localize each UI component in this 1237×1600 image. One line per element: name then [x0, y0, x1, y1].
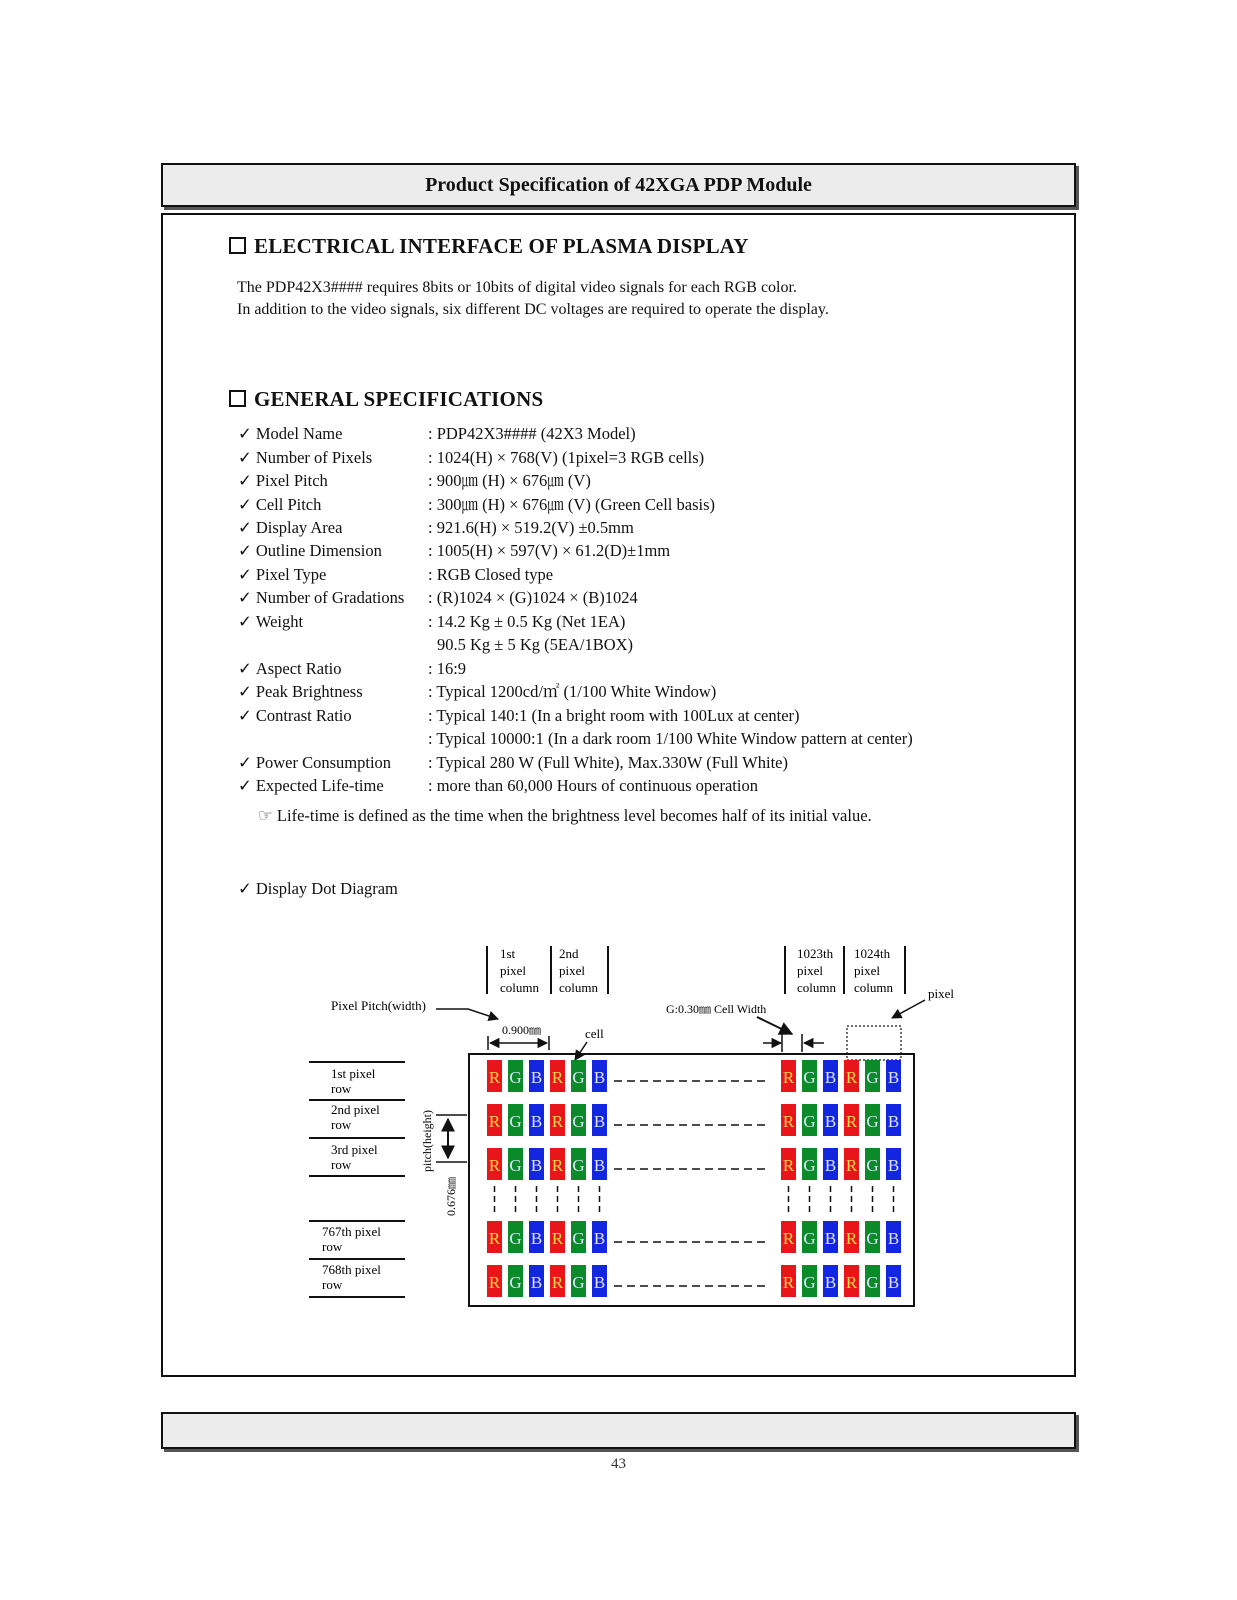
- cell-letter: B: [593, 1112, 606, 1131]
- pitch-width-value: 0.900㎜: [502, 1023, 542, 1037]
- note-text: Life-time is defined as the time when the brightness level becomes half of its initial value.: [276, 806, 872, 825]
- spec-label: ✓ Number of Pixels: [238, 448, 373, 467]
- spec-value: : RGB Closed type: [428, 565, 554, 584]
- cell-letter: G: [866, 1068, 879, 1087]
- cell-letter: G: [803, 1112, 816, 1131]
- spec-label: ✓ Number of Gradations: [238, 588, 405, 607]
- cell-letter: B: [887, 1273, 900, 1292]
- cell-letter: B: [530, 1273, 543, 1292]
- checkmark-icon: ✓: [238, 424, 252, 443]
- cell-letter: R: [782, 1156, 795, 1175]
- cell-letter: B: [824, 1156, 837, 1175]
- column-label-1st: [487, 946, 539, 995]
- cell-letter: R: [782, 1112, 795, 1131]
- row-label-3rd: 3rd pixel: [331, 1142, 378, 1157]
- cell-letter: B: [824, 1068, 837, 1087]
- pitch-height-label: pitch(height): [420, 1110, 434, 1172]
- pixel-arrow: [892, 1000, 925, 1018]
- pitch-height-value: 0.676㎜: [444, 1176, 458, 1216]
- cell-letter: R: [488, 1112, 501, 1131]
- cell-letter: G: [509, 1273, 522, 1292]
- cell-letter: B: [593, 1273, 606, 1292]
- spec-label: ✓ Contrast Ratio: [238, 706, 352, 725]
- cell-letter: G: [866, 1229, 879, 1248]
- page-number: 43: [611, 1456, 626, 1472]
- cell-letter: R: [488, 1229, 501, 1248]
- cell-letter: R: [782, 1273, 795, 1292]
- cell-letter: G: [803, 1156, 816, 1175]
- cell-letter: G: [866, 1112, 879, 1131]
- svg-text:row: row: [322, 1239, 343, 1254]
- cell-letter: G: [803, 1229, 816, 1248]
- cell-letter: R: [845, 1273, 858, 1292]
- svg-text:column: column: [854, 980, 893, 995]
- spec-value: 90.5 Kg ± 5 Kg (5EA/1BOX): [437, 635, 634, 654]
- cell-letter: G: [803, 1068, 816, 1087]
- svg-text:column: column: [797, 980, 836, 995]
- column-label-1023th: [785, 946, 836, 995]
- cell-letter: G: [572, 1156, 585, 1175]
- diagram-title-text: Display Dot Diagram: [255, 879, 398, 898]
- spec-label: ✓ Cell Pitch: [238, 495, 322, 514]
- spec-value: : 1005(H) × 597(V) × 61.2(D)±1mm: [428, 541, 671, 560]
- spec-label: ✓ Pixel Pitch: [238, 471, 328, 490]
- cell-letter: B: [887, 1068, 900, 1087]
- svg-text:pixel: pixel: [500, 963, 526, 978]
- footer-bar: [161, 1412, 1076, 1449]
- checkmark-icon: ✓: [238, 682, 252, 701]
- svg-text:pixel: pixel: [559, 963, 585, 978]
- checkmark-icon: ✓: [238, 776, 252, 795]
- spec-value: : more than 60,000 Hours of continuous operation: [428, 776, 758, 795]
- cell-width-arrow: [757, 1017, 792, 1034]
- row-label-767th: 767th pixel: [322, 1224, 381, 1239]
- page-title: Product Specification of 42XGA PDP Module: [425, 173, 812, 196]
- section-heading: ELECTRICAL INTERFACE OF PLASMA DISPLAY: [229, 234, 749, 259]
- spec-value: : 921.6(H) × 519.2(V) ±0.5mm: [428, 518, 634, 537]
- checkmark-icon: ✓: [238, 612, 252, 631]
- cell-letter: G: [803, 1273, 816, 1292]
- checkmark-icon: ✓: [238, 879, 252, 898]
- row-label-2nd: 2nd pixel: [331, 1102, 380, 1117]
- spec-label: ✓ Weight: [238, 612, 304, 631]
- cell-letter: G: [509, 1068, 522, 1087]
- svg-text:column: column: [500, 980, 539, 995]
- checkmark-icon: ✓: [238, 518, 252, 537]
- cell-letter: R: [845, 1156, 858, 1175]
- cell-letter: G: [866, 1156, 879, 1175]
- cell-letter: R: [551, 1156, 564, 1175]
- cell-letter: G: [572, 1273, 585, 1292]
- cell-letter: B: [593, 1068, 606, 1087]
- paragraph-line: The PDP42X3#### requires 8bits or 10bits of digital video signals for each RGB color.: [237, 279, 797, 296]
- spec-value: : 300㎛ (H) × 676㎛ (V) (Green Cell basis): [428, 495, 715, 514]
- spec-value: : Typical 140:1 (In a bright room with 100Lux at center): [428, 706, 800, 725]
- spec-label: ✓ Pixel Type: [238, 565, 327, 584]
- section-heading: GENERAL SPECIFICATIONS: [229, 387, 543, 412]
- checkmark-icon: ✓: [238, 659, 252, 678]
- checkmark-icon: ✓: [238, 706, 252, 725]
- pixel-pitch-arrow: [436, 1009, 498, 1019]
- cell-letter: G: [572, 1229, 585, 1248]
- checkmark-icon: ✓: [238, 541, 252, 560]
- svg-text:row: row: [322, 1277, 343, 1292]
- cell-letter: G: [572, 1068, 585, 1087]
- pixel-pitch-width-label: Pixel Pitch(width): [331, 998, 426, 1013]
- cell-letter: R: [782, 1229, 795, 1248]
- cell-letter: B: [530, 1068, 543, 1087]
- cell-letter: G: [572, 1112, 585, 1131]
- column-label-1024th: [844, 946, 905, 995]
- row-label-768th: 768th pixel: [322, 1262, 381, 1277]
- cell-letter: R: [488, 1273, 501, 1292]
- cell-letter: R: [551, 1068, 564, 1087]
- cell-letter: R: [782, 1068, 795, 1087]
- svg-text:1023th: 1023th: [797, 946, 834, 961]
- pointing-hand-icon: ☞: [258, 806, 273, 825]
- svg-text:column: column: [559, 980, 598, 995]
- cell-letter: R: [551, 1229, 564, 1248]
- cell-label: cell: [585, 1026, 604, 1041]
- checkmark-icon: ✓: [238, 495, 252, 514]
- spec-label: ✓ Model Name: [238, 424, 343, 443]
- cell-letter: B: [530, 1156, 543, 1175]
- spec-value: : PDP42X3#### (42X3 Model): [428, 424, 636, 443]
- svg-text:pixel: pixel: [797, 963, 823, 978]
- cell-grid: [487, 1060, 901, 1297]
- spec-label: ✓ Display Area: [238, 518, 343, 537]
- spec-value: : 14.2 Kg ± 0.5 Kg (Net 1EA): [428, 612, 626, 631]
- cell-letter: B: [887, 1112, 900, 1131]
- cell-letter: R: [488, 1068, 501, 1087]
- spec-value: : 16:9: [428, 659, 467, 678]
- cell-letter: G: [509, 1112, 522, 1131]
- spec-value: : Typical 1200cd/㎡ (1/100 White Window): [428, 682, 717, 701]
- pixel-label: pixel: [928, 986, 954, 1001]
- checkmark-icon: ✓: [238, 565, 252, 584]
- cell-letter: B: [887, 1156, 900, 1175]
- svg-text:pixel: pixel: [854, 963, 880, 978]
- cell-letter: G: [509, 1156, 522, 1175]
- svg-text:2nd: 2nd: [559, 946, 579, 961]
- spec-label: ✓ Peak Brightness: [238, 682, 363, 701]
- cell-letter: B: [824, 1273, 837, 1292]
- cell-letter: R: [551, 1112, 564, 1131]
- cell-letter: R: [845, 1112, 858, 1131]
- cell-letter: G: [866, 1273, 879, 1292]
- cell-letter: R: [488, 1156, 501, 1175]
- cell-letter: B: [887, 1229, 900, 1248]
- checkmark-icon: ✓: [238, 588, 252, 607]
- spec-value: : Typical 10000:1 (In a dark room 1/100 White Window pattern at center): [428, 729, 913, 748]
- cell-letter: B: [824, 1112, 837, 1131]
- svg-text:row: row: [331, 1081, 352, 1096]
- cell-letter: B: [824, 1229, 837, 1248]
- spec-value: : Typical 280 W (Full White), Max.330W (Full White): [428, 753, 788, 772]
- spec-label: ✓ Expected Life-time: [238, 776, 384, 795]
- column-label-2nd: [551, 946, 608, 995]
- spec-label: ✓ Aspect Ratio: [238, 659, 342, 678]
- cell-letter: G: [509, 1229, 522, 1248]
- spec-label: ✓ Outline Dimension: [238, 541, 382, 560]
- cell-letter: B: [593, 1156, 606, 1175]
- cell-letter: R: [845, 1068, 858, 1087]
- svg-text:row: row: [331, 1157, 352, 1172]
- svg-text:row: row: [331, 1117, 352, 1132]
- row-label-1st: 1st pixel: [331, 1066, 376, 1081]
- row-labels: [309, 1062, 405, 1297]
- svg-text:1st: 1st: [500, 946, 516, 961]
- checkmark-icon: ✓: [238, 448, 252, 467]
- cell-letter: B: [593, 1229, 606, 1248]
- checkmark-icon: ✓: [238, 753, 252, 772]
- spec-value: : (R)1024 × (G)1024 × (B)1024: [428, 588, 638, 607]
- svg-text:1024th: 1024th: [854, 946, 891, 961]
- paragraph-line: In addition to the video signals, six different DC voltages are required to operate the display.: [237, 301, 829, 318]
- spec-value: : 900㎛ (H) × 676㎛ (V): [428, 471, 591, 490]
- cell-letter: B: [530, 1112, 543, 1131]
- checkmark-icon: ✓: [238, 471, 252, 490]
- spec-value: : 1024(H) × 768(V) (1pixel=3 RGB cells): [428, 448, 705, 467]
- cell-width-label: G:0.30㎜ Cell Width: [666, 1002, 767, 1016]
- spec-label: ✓ Power Consumption: [238, 753, 392, 772]
- cell-letter: R: [551, 1273, 564, 1292]
- cell-letter: B: [530, 1229, 543, 1248]
- cell-arrow: [575, 1042, 587, 1060]
- cell-letter: R: [845, 1229, 858, 1248]
